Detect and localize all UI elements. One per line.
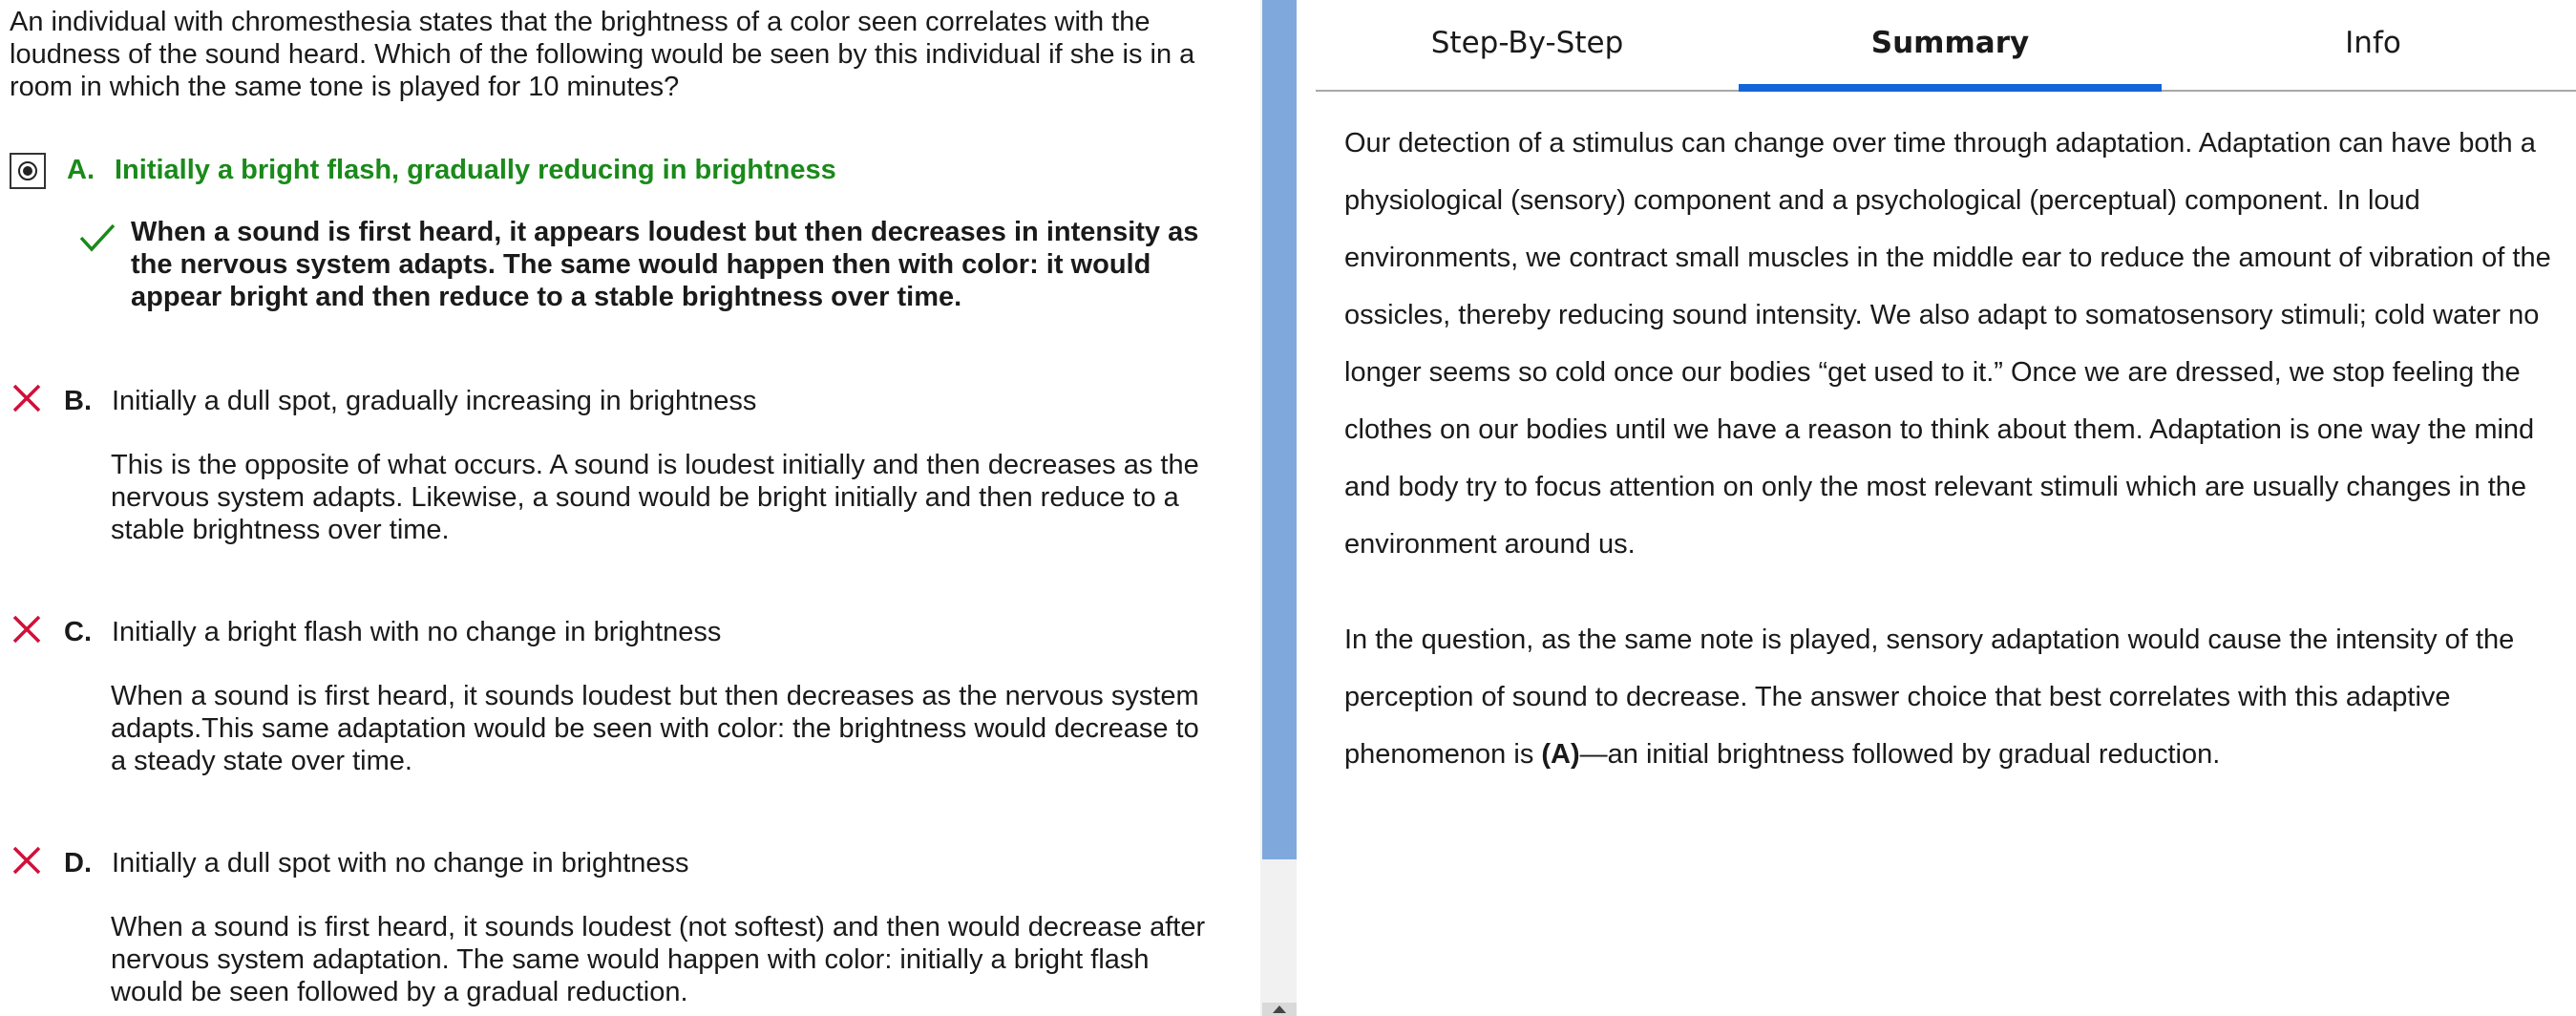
choice-letter: C. — [64, 617, 92, 647]
choice-letter: D. — [64, 848, 92, 878]
tab-info[interactable]: Info — [2345, 26, 2401, 60]
explanation-panel — [1316, 0, 2576, 1016]
choice-text: Initially a bright flash with no change in brightness — [112, 617, 722, 647]
summary-paragraph: Our detection of a stimulus can change over time through adaptation. Adaptation can have both a physiological (sensory) component and a psychological (perceptual) component. In loud environments, we contract small muscles in the middle ear to reduce the amount of vibration of the ossicles, thereby reducing sound intensity. We also adapt to somatosensory stimuli; cold water no longer seems so cold once our bodies “get used to it.” Once we are dressed, we stop feeling the clothes on our bodies until we have a reason to think about them. Adaptation is one way the mind and body try to focus attention on only the most relevant stimuli which are usually changes in the environment around us. — [1344, 128, 2551, 560]
summary-content — [1344, 115, 2557, 821]
choice-letter: A. — [67, 155, 95, 185]
x-mark-icon — [10, 382, 44, 416]
tab-bar — [1316, 0, 2576, 92]
answer-choice-header[interactable] — [0, 844, 1241, 882]
choice-letter: B. — [64, 386, 92, 416]
choice-explanation: This is the opposite of what occurs. A sound is loudest initially and then decreases as the nervous system adapts. Likewise, a sound would be bright initially and then reduce to a stable brightness over time. — [111, 450, 1199, 545]
question-panel — [0, 0, 1260, 1016]
choice-text: Initially a dull spot with no change in brightness — [112, 848, 689, 878]
choice-text: Initially a dull spot, gradually increasing in brightness — [112, 386, 757, 416]
tab-step-by-step[interactable]: Step-By-Step — [1430, 26, 1624, 60]
choice-explanation: When a sound is first heard, it sounds loudest (not softest) and then would decrease after nervous system adaptation. The same would happen with color: initially a bright flash would be seen followed by a gradual reduction. — [111, 912, 1206, 1007]
answer-choice-header[interactable] — [0, 151, 1241, 189]
summary-text: —an initial brightness followed by gradual reduction. — [1579, 739, 2221, 770]
summary-text: In the question, as the same note is played, sensory adaptation would cause the intensity of the perception of sound to decrease. The answer choice that best correlates with this adaptive phenomenon is — [1344, 624, 2515, 770]
answer-reference: (A) — [1541, 739, 1580, 770]
radio-selected-icon[interactable] — [10, 153, 46, 189]
question-stem: An individual with chromesthesia states that the brightness of a color seen correlates with the loudness of the sound heard. Which of the following would be seen by this individual if she is in a room in which the same tone is played for 10 minutes? — [10, 7, 1195, 102]
choice-text: Initially a bright flash, gradually reducing in brightness — [115, 155, 836, 185]
answer-choice-header[interactable] — [0, 382, 1241, 420]
summary-paragraph — [1344, 611, 2557, 783]
chevron-up-icon — [1272, 1005, 1287, 1014]
active-tab-indicator — [1739, 84, 2162, 92]
choice-explanation: When a sound is first heard, it sounds loudest but then decreases as the nervous system adapts.This same adaptation would be seen with color: the brightness would decrease to a steady state over time. — [111, 681, 1199, 776]
choice-explanation: When a sound is first heard, it appears loudest but then decreases in intensity as the nervous system adapts. The same would happen then with color: it would appear bright and then reduce to a stable brightness over time. — [131, 217, 1199, 312]
scrollbar-thumb[interactable] — [1262, 0, 1297, 859]
x-mark-icon — [10, 613, 44, 647]
tab-summary[interactable]: Summary — [1870, 26, 2030, 60]
x-mark-icon — [10, 844, 44, 878]
answer-choice-header[interactable] — [0, 613, 1241, 651]
scroll-down-button[interactable] — [1262, 1003, 1297, 1016]
checkmark-icon — [78, 222, 116, 254]
